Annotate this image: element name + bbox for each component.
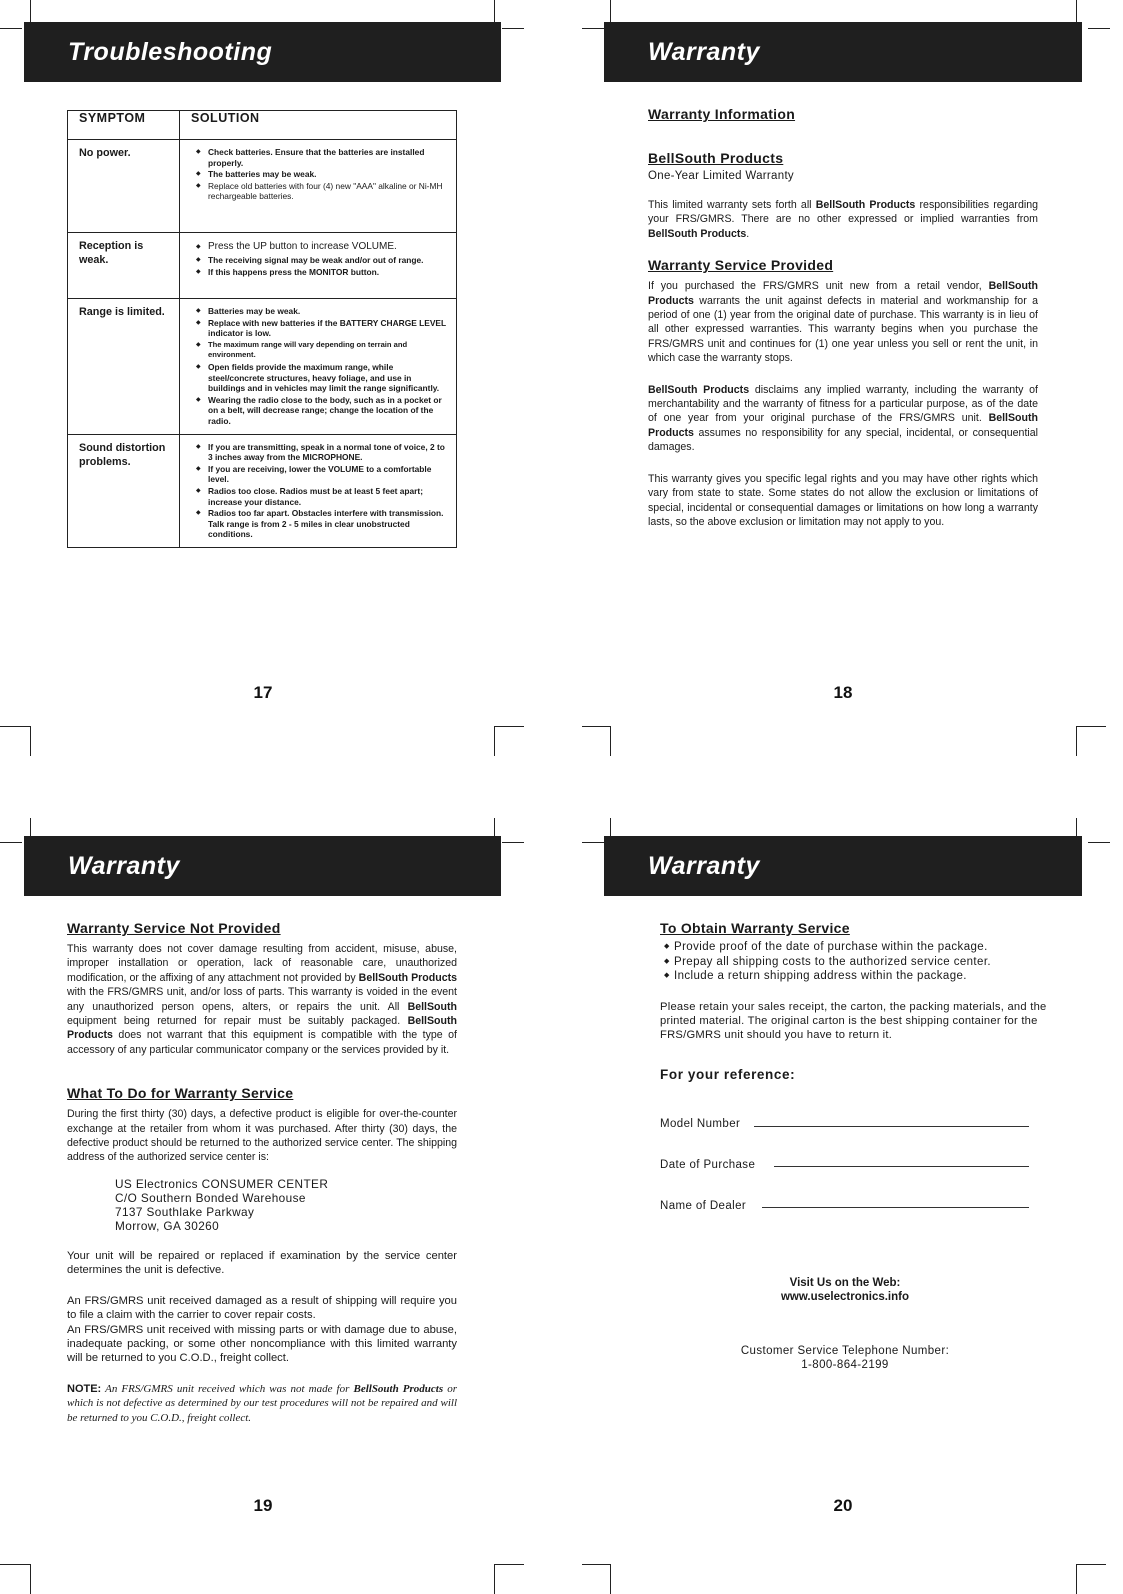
repaired-paragraph: Your unit will be repaired or replaced if examination by the service center determines the unit is defective. — [67, 1249, 457, 1277]
page-number: 19 — [253, 1496, 273, 1515]
warranty-info-heading: Warranty Information — [648, 106, 796, 122]
solution-item: ◆ Open fields provide the maximum range, while steel/concrete structures, heavy foliage, and use in buildings and in vehicles may limit the range significantly. — [196, 362, 446, 394]
customer-service — [650, 1344, 1040, 1372]
service-center-address: US Electronics CONSUMER CENTER C/O Southern Bonded Warehouse 7137 Southlake Parkway Morrow, GA 30260 — [115, 1176, 329, 1233]
solution-item: ◆ Wearing the radio close to the body, such as in a pocket or on a belt, will decrease range; change the location of the radio. — [196, 395, 446, 427]
solution-cell — [180, 140, 457, 233]
page-19-header: Warranty — [24, 836, 501, 896]
disclaimer-paragraph: BellSouth Products disclaims any implied warranty, including the warranty of merchantability and the warranty of fitness for a particular purpose, as of the date of one year from your original purchase of the FRS/GMRS unit. BellSouth Products assumes no responsibility for any special, incidental, or consequential damages. — [648, 383, 1038, 454]
solution-item: ◆ Press the UP button to increase VOLUME. — [196, 240, 446, 254]
what-to-do-paragraph: During the first thirty (30) days, a defective product is eligible for over-the-counter exchange at the retailer from whom it was purchased. After thirty (30) days, the defective product should be returned to the authorized service center. The shipping address of the authorized service center is: — [67, 1108, 457, 1164]
solution-item: ◆ Radios too close. Radios must be at least 5 feet apart; increase your distance. — [196, 486, 446, 507]
web-info — [650, 1276, 1040, 1304]
website-link[interactable]: www.uselectronics.info — [780, 1291, 910, 1303]
reference-heading: For your reference: — [660, 1066, 796, 1082]
solution-item: ◆ Radios too far apart. Obstacles interfere with transmission. Talk range is from 2 - 5 miles in clear unobstructed conditions. — [196, 508, 446, 540]
table-row — [68, 299, 457, 435]
service-provided-paragraph: If you purchased the FRS/GMRS unit new from a retail vendor, BellSouth Products warrants the unit against defects in material and workmanship for a period of one (1) year from the original date of purchase. This warranty is in lieu of all other expressed warranties. This warranty begins when you purchase the FRS/GMRS unit and continues for (1) one year unless you sell or rent the unit, in which case the warranty stops. — [648, 280, 1038, 365]
table-row — [68, 233, 457, 299]
symptom-cell: Range is limited. — [68, 299, 180, 435]
phone-number: 1-800-864-2199 — [801, 1359, 889, 1371]
limited-warranty-subtitle: One-Year Limited Warranty — [648, 170, 794, 182]
list-item: ◆ Provide proof of the date of purchase within the package. — [660, 940, 1052, 955]
shipping-damage-paragraph: An FRS/GMRS unit received damaged as a result of shipping will require you to file a claim with the carrier to cover repair costs. — [67, 1294, 457, 1322]
solution-item: ◆ The receiving signal may be weak and/or out of range. — [196, 255, 446, 266]
obtain-service-heading: To Obtain Warranty Service — [660, 920, 850, 936]
products-heading: BellSouth Products — [648, 150, 784, 166]
solution-item: ◆ If this happens press the MONITOR button. — [196, 267, 446, 278]
visit-label: Visit Us on the Web: — [789, 1277, 901, 1289]
symptom-cell: No power. — [68, 140, 180, 233]
date-of-purchase-label: Date of Purchase — [660, 1159, 756, 1171]
date-of-purchase-line[interactable] — [774, 1166, 1029, 1167]
retain-paragraph: Please retain your sales receipt, the carton, the packing materials, and the printed material. The original carton is the best shipping container for the FRS/GMRS unit should you have to return it. — [660, 1000, 1047, 1042]
not-provided-section — [67, 920, 457, 1425]
solution-cell — [180, 434, 457, 547]
obtain-steps-list — [660, 940, 1052, 984]
page-20-header: Warranty — [604, 836, 1082, 896]
not-provided-heading: Warranty Service Not Provided — [67, 920, 281, 936]
page-number: 20 — [833, 1496, 853, 1515]
solution-item: ◆ Replace with new batteries if the BATTERY CHARGE LEVEL indicator is low. — [196, 318, 446, 339]
list-item: ◆ Prepay all shipping costs to the authorized service center. — [660, 955, 1052, 970]
solution-item: ◆ Batteries may be weak. — [196, 306, 446, 317]
warranty-info-section — [648, 106, 1038, 529]
model-number-line[interactable] — [754, 1126, 1029, 1127]
missing-parts-paragraph: An FRS/GMRS unit received with missing parts or with damage due to abuse, inadequate packing, or some other noncompliance with this limited warranty will be returned to you C.O.D., freight collect. — [67, 1323, 457, 1365]
name-of-dealer-label: Name of Dealer — [660, 1200, 747, 1212]
service-provided-heading: Warranty Service Provided — [648, 257, 834, 274]
model-number-label: Model Number — [660, 1118, 741, 1130]
page-17-header: Troubleshooting — [24, 22, 501, 82]
symptom-cell: Reception is weak. — [68, 233, 180, 299]
solution-item: ◆ The batteries may be weak. — [196, 169, 446, 180]
phone-label: Customer Service Telephone Number: — [740, 1345, 950, 1357]
solution-cell — [180, 299, 457, 435]
symptom-cell: Sound distortion problems. — [68, 434, 180, 547]
intro-paragraph: This limited warranty sets forth all BellSouth Products responsibilities regarding your FRS/GMRS. There are no other expressed or implied warranties from BellSouth Products. — [648, 199, 1038, 240]
rights-paragraph: This warranty gives you specific legal rights and you may have other rights which vary from state to state. Some states do not allow the exclusion or limitations of special, incidental or consequential damages or limitations on how long a warranty lasts, so the above exclusion or limitation may not apply to you. — [648, 472, 1038, 528]
solution-item: ◆ Check batteries. Ensure that the batteries are installed properly. — [196, 147, 446, 168]
what-to-do-heading: What To Do for Warranty Service — [67, 1085, 294, 1102]
obtain-service-section — [660, 920, 1052, 1082]
not-provided-paragraph: This warranty does not cover damage resulting from accident, misuse, abuse, improper installation or operation, lack of reasonable care, unauthorized modification, or the affixing of any attachment not provided by BellSouth Products with the FRS/GMRS unit, and/or loss of parts. This warranty is voided in the event any unauthorized person opens, alters, or repairs the unit. All BellSouth equipment being returned for repair must be suitably packaged. BellSouth Products does not warrant that this equipment is compatible with the type of accessory of any particular communicator company or the services provided by it. — [67, 943, 457, 1056]
solution-header: SOLUTION — [180, 111, 457, 140]
symptom-header: SYMPTOM — [68, 111, 180, 140]
table-row — [68, 434, 457, 547]
table-row — [68, 140, 457, 233]
solution-item: ◆ If you are receiving, lower the VOLUME to a comfortable level. — [196, 464, 446, 485]
solution-cell — [180, 233, 457, 299]
solution-item: ◆ The maximum range will vary depending on terrain and environment. — [196, 340, 446, 361]
page-18-header: Warranty — [604, 22, 1082, 82]
solution-item: ◆ If you are transmitting, speak in a normal tone of voice, 2 to 3 inches away from the MICROPHONE. — [196, 442, 446, 463]
name-of-dealer-line[interactable] — [762, 1207, 1029, 1208]
note-paragraph: NOTE: An FRS/GMRS unit received which was not made for BellSouth Products or which is not defective as determined by our test procedures will not be repaired and will be returned to you C.O.D., freight collect. — [67, 1382, 458, 1424]
list-item: ◆ Include a return shipping address within the package. — [660, 969, 1052, 984]
troubleshooting-table — [67, 110, 457, 548]
page-number: 17 — [253, 683, 273, 702]
table-header-row — [68, 111, 457, 140]
page-number: 18 — [833, 683, 853, 702]
solution-item: ◆ Replace old batteries with four (4) new "AAA" alkaline or Ni-MH rechargeable batteries. — [196, 181, 446, 202]
